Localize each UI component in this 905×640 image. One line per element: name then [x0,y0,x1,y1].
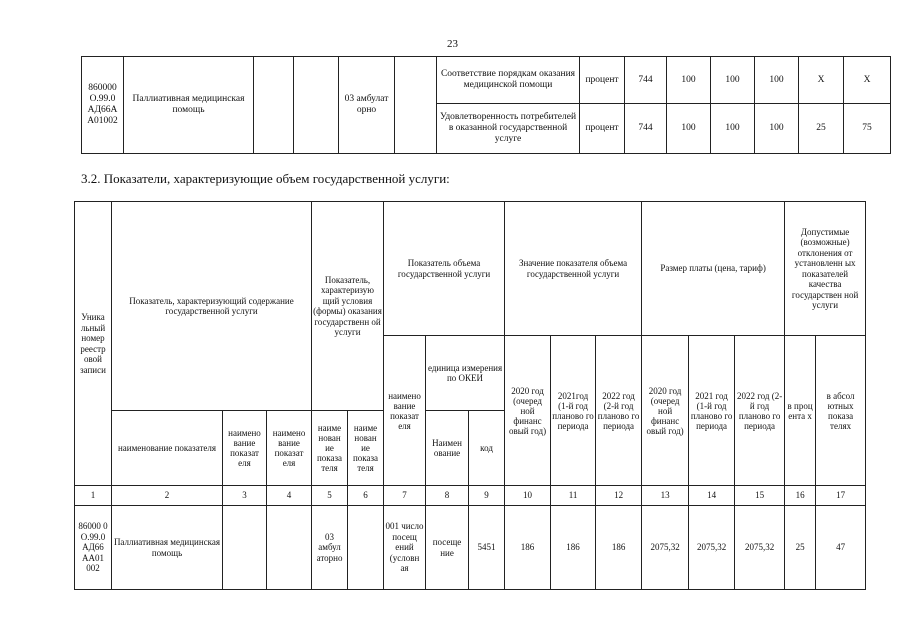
unit-cell: посеще ние [426,506,469,590]
column-number: 16 [785,486,816,506]
empty-cell [348,506,384,590]
condition-cell: 03 амбулат орно [339,57,395,154]
value-2020-cell: 100 [667,104,711,154]
volume-indicators-table [74,201,866,590]
value-2021-cell: 100 [711,104,755,154]
column-number: 1 [75,486,112,506]
column-number: 6 [348,486,384,506]
header-fee-2022: 2022 год (2-й год планово го периода [735,336,785,486]
column-number: 13 [642,486,689,506]
header-okei-code: код [469,411,505,486]
value-2022-cell: 186 [596,506,642,590]
header-okei-unit: единица измерения по ОКЕИ [426,336,505,411]
value-2020-cell: 186 [505,506,551,590]
deviation-percent-cell: 25 [799,104,844,154]
code-cell: 744 [625,104,667,154]
header-volume-name: наимено вание показат еля [384,336,426,486]
fee-2020-cell: 2075,32 [642,506,689,590]
column-number: 8 [426,486,469,506]
header-value-group: Значение показателя объема государственной услуги [505,202,642,336]
header-value-2020: 2020 год (очеред ной финанс овый год) [505,336,551,486]
empty-cell [294,57,339,154]
indicator-cell: Удовлетворенность потребителей в оказанной государственной услуге [437,104,580,154]
record-id-cell: 860000 О.99.0 АД66А А01002 [82,57,124,154]
indicator-cell: Соответствие порядкам оказания медицинской помощи [437,57,580,104]
header-fee-2021: 2021 год (1-й год планово го периода [689,336,735,486]
fee-2022-cell: 2075,32 [735,506,785,590]
value-2021-cell: 100 [711,57,755,104]
deviation-absolute-cell: Х [844,57,891,104]
empty-cell [254,57,294,154]
column-number: 9 [469,486,505,506]
value-2020-cell: 100 [667,57,711,104]
column-number: 15 [735,486,785,506]
header-record-id: Уника льный номер реестр овой записи [75,202,112,486]
header-sub-name-2: наимено вание показат еля [267,411,312,486]
header-value-2021: 2021год (1-й год планово го периода [551,336,596,486]
value-2022-cell: 100 [755,104,799,154]
column-number: 17 [816,486,866,506]
header-value-2022: 2022 год (2-й год планово го периода [596,336,642,486]
empty-cell [223,506,267,590]
empty-cell [267,506,312,590]
deviation-absolute-cell: 75 [844,104,891,154]
column-number: 5 [312,486,348,506]
header-content-group: Показатель, характеризующий содержание государственной услуги [112,202,312,411]
header-condition-group: Показатель, характеризую щий условия (формы) оказания государственн ой услуги [312,202,384,411]
column-number: 4 [267,486,312,506]
header-fee-2020: 2020 год (очеред ной финанс овый год) [642,336,689,486]
column-number-row [75,486,866,506]
unit-cell: процент [580,57,625,104]
section-heading: 3.2. Показатели, характеризующие объем государственной услуги: [81,171,450,186]
deviation-percent-cell: 25 [785,506,816,590]
column-number: 7 [384,486,426,506]
header-indicator-name: наименование показателя [112,411,223,486]
value-2021-cell: 186 [551,506,596,590]
table-row [75,506,866,590]
column-number: 2 [112,486,223,506]
record-id-cell: 86000 0 О.99.0 АД66 АА01 002 [75,506,112,590]
indicator-cell: 001 число посещ ений (условн ая [384,506,426,590]
column-number: 14 [689,486,735,506]
column-number: 11 [551,486,596,506]
condition-cell: 03 амбул аторно [312,506,348,590]
column-number: 12 [596,486,642,506]
header-row [75,202,866,336]
service-name-cell: Паллиативная медицинская помощь [112,506,223,590]
header-okei-name: Наимен ование [426,411,469,486]
unit-cell: процент [580,104,625,154]
page-number: 23 [447,38,458,50]
header-deviation-absolute: в абсол ютных показа телях [816,336,866,486]
deviation-absolute-cell: 47 [816,506,866,590]
header-condition-name-1: наиме нован ие показа теля [312,411,348,486]
column-number: 3 [223,486,267,506]
empty-cell [395,57,437,154]
header-volume-group: Показатель объема государственной услуги [384,202,505,336]
header-deviation-percent: в проц ента х [785,336,816,486]
header-sub-name-1: наимено вание показат еля [223,411,267,486]
value-2022-cell: 100 [755,57,799,104]
column-number: 10 [505,486,551,506]
header-condition-name-2: наиме нован ие показа теля [348,411,384,486]
service-name-cell: Паллиативная медицинская помощь [124,57,254,154]
table-row [82,57,891,104]
header-deviation-group: Допустимые (возможные) отклонения от установленн ых показателей качества государствен ной услуги [785,202,866,336]
code-cell: 744 [625,57,667,104]
quality-indicators-table [81,56,891,154]
header-fee-group: Размер платы (цена, тариф) [642,202,785,336]
code-cell: 5451 [469,506,505,590]
deviation-percent-cell: Х [799,57,844,104]
fee-2021-cell: 2075,32 [689,506,735,590]
